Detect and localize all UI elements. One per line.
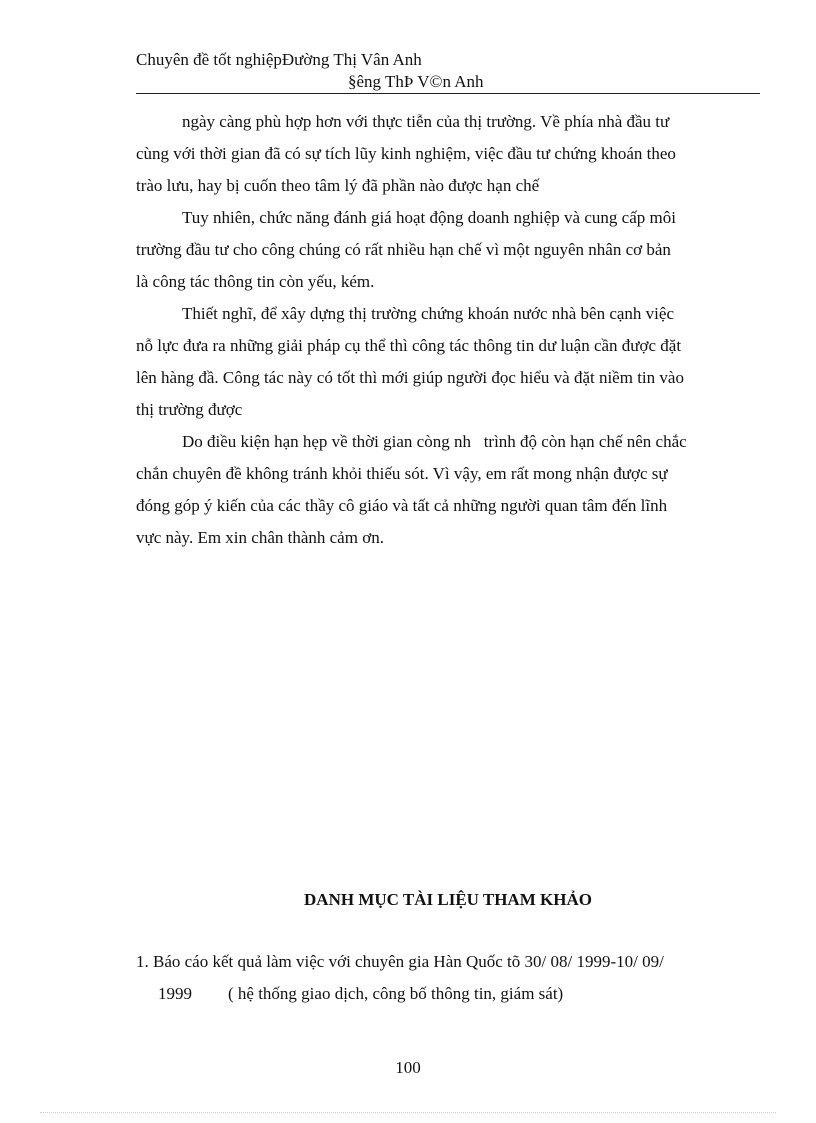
paragraph-2-line-1: Tuy nhiên, chức năng đánh giá hoạt động doanh nghiệp và cung cấp môi (182, 208, 676, 227)
paragraph-1-line-2: cùng với thời gian đã có sự tích lũy kinh nghiệm, việc đầu tư chứng khoán theo (136, 144, 676, 163)
running-header-author-garbled: §êng ThÞ V©n Anh (348, 72, 484, 91)
reference-item-line-2 (136, 978, 760, 1010)
paragraph-2-line-3: là công tác thông tin còn yếu, kém. (136, 272, 375, 291)
paragraph-4 (136, 426, 760, 554)
paragraph-3-line-3: lên hàng đầ. Công tác này có tốt thì mới giúp người đọc hiểu và đặt niềm tin vào (136, 368, 684, 387)
paragraph-3-line-2: nỗ lực đưa ra những giải pháp cụ thể thì công tác thông tin dư luận cần được đặt (136, 336, 682, 355)
body-text (136, 106, 760, 554)
paragraph-2-line-2: trường đầu tư cho công chúng có rất nhiều hạn chế vì một nguyên nhân cơ bản (136, 240, 671, 259)
paragraph-1-line-1: ngày càng phù hợp hơn với thực tiễn của thị trường. Về phía nhà đầu tư (182, 112, 670, 131)
paragraph-4-line-3: đóng góp ý kiến của các thầy cô giáo và tất cả những người quan tâm đến lĩnh (136, 496, 668, 515)
reference-item-note: ( hệ thống giao dịch, công bố thông tin, giám sát) (228, 984, 564, 1003)
header-rule (136, 93, 760, 94)
paragraph-3 (136, 298, 760, 426)
paragraph-4-line-4: vực này. Em xin chân thành cảm ơn. (136, 528, 384, 547)
reference-item (136, 946, 760, 1010)
paragraph-3-line-4: thị trường được (136, 400, 243, 419)
page-number: 100 (395, 1058, 421, 1077)
running-header-title: Chuyên đề tốt nghiệpĐường Thị Vân Anh (136, 50, 422, 69)
references-title: DANH MỤC TÀI LIỆU THAM KHẢO (304, 890, 592, 909)
page-bottom-edge (40, 1112, 776, 1113)
paragraph-1 (136, 106, 760, 202)
paragraph-4-line-1: Do điều kiện hạn hẹp về thời gian còng nh trình độ còn hạn chế nên chắc (182, 432, 687, 451)
paragraph-2 (136, 202, 760, 298)
paragraph-4-line-2: chắn chuyên đề không tránh khỏi thiếu sót. Vì vậy, em rất mong nhận được sự (136, 464, 668, 483)
paragraph-1-line-3: trào lưu, hay bị cuốn theo tâm lý đã phần nào được hạn chế (136, 176, 540, 195)
paragraph-3-line-1: Thiết nghĩ, để xây dựng thị trường chứng khoán nước nhà bên cạnh việc (182, 304, 674, 323)
reference-item-line-1: 1. Báo cáo kết quả làm việc với chuyên gia Hàn Quốc tõ 30/ 08/ 1999-10/ 09/ (136, 952, 664, 971)
reference-item-year: 1999 (158, 984, 192, 1003)
